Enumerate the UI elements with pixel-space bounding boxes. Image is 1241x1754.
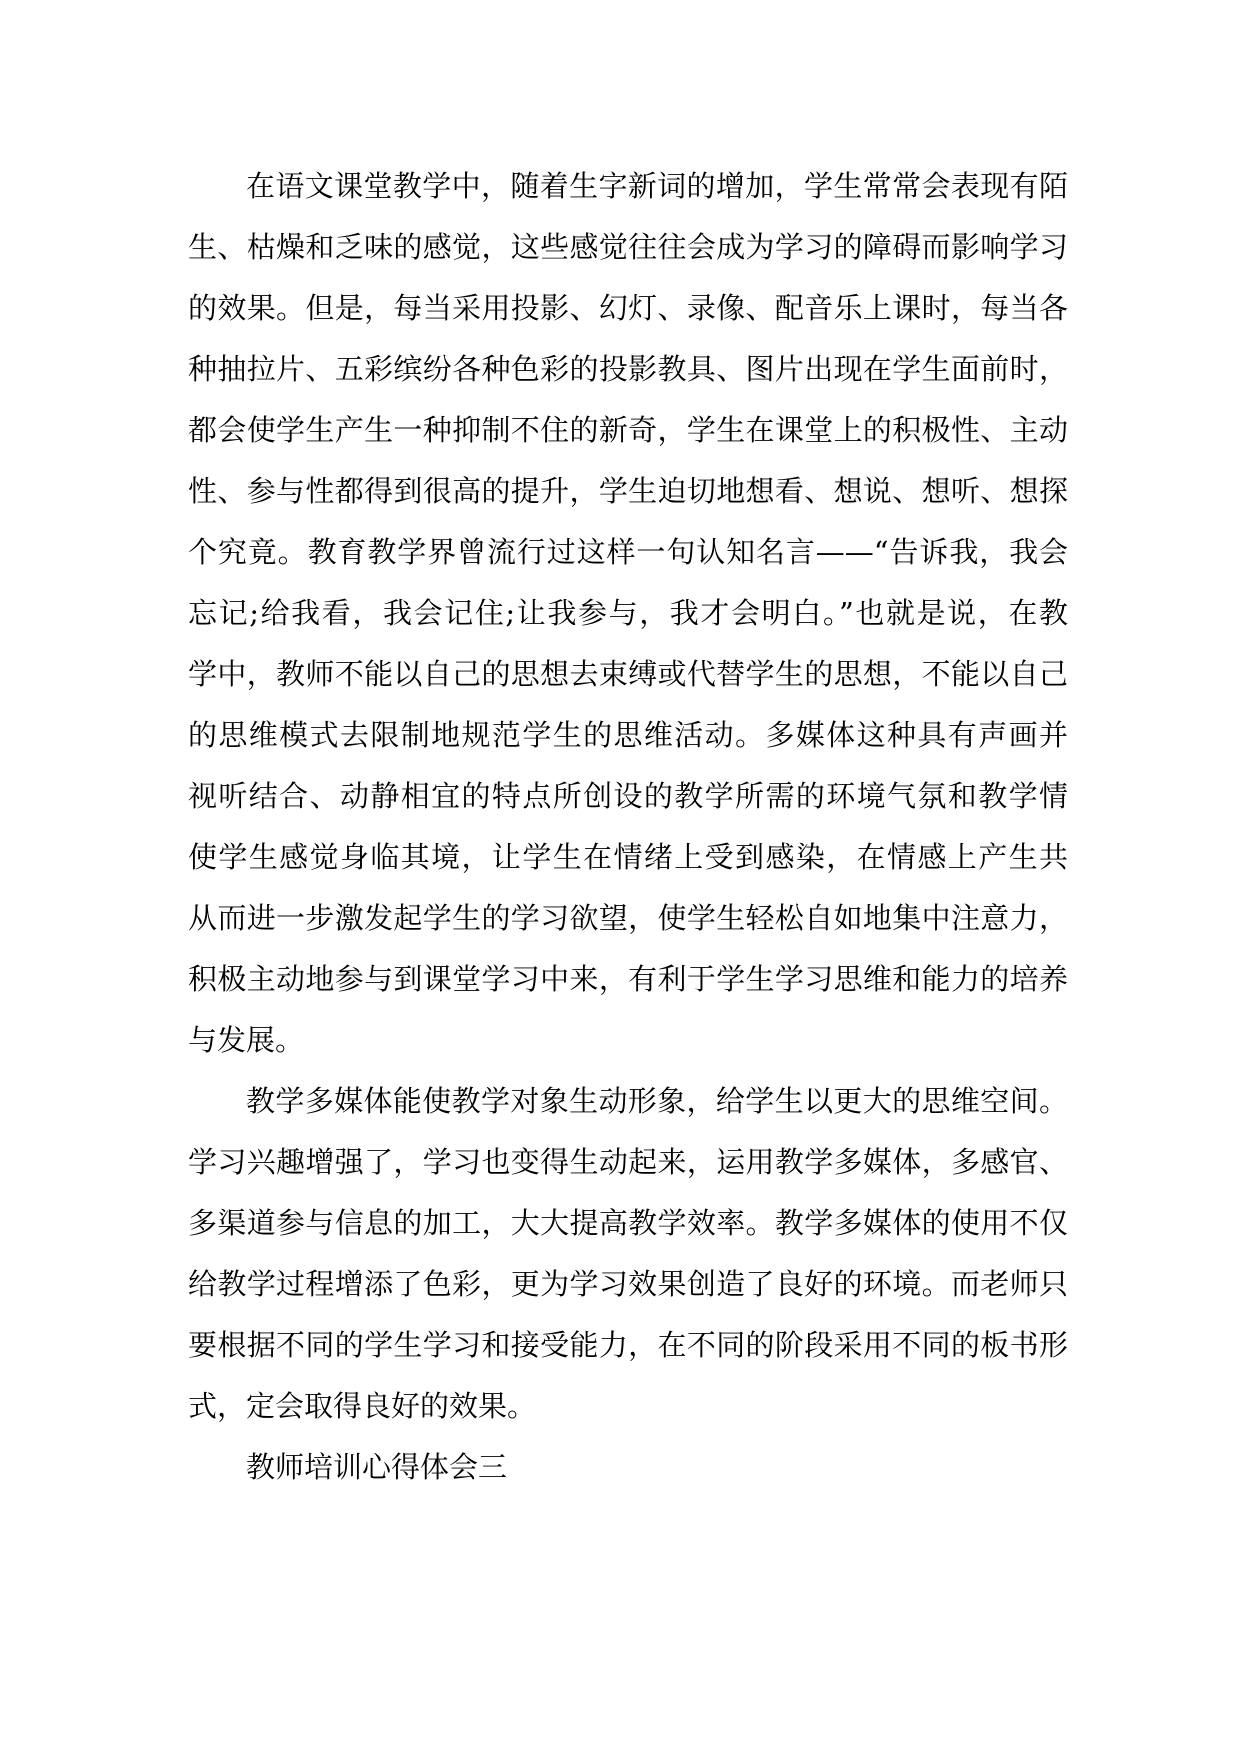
text-line: 的思维模式去限制地规范学生的思维活动。多媒体这种具有声画并 (188, 718, 1068, 752)
text-line: 学中，教师不能以自己的思想去束缚或代替学生的思想，不能以自己 (188, 657, 1068, 691)
text-line: 种抽拉片、五彩缤纷各种色彩的投影教具、图片出现在学生面前时， (188, 352, 1068, 386)
text-line: 忘记;给我看，我会记住;让我参与，我才会明白。”也就是说，在教 (188, 596, 1068, 630)
text-line: 在语文课堂教学中，随着生字新词的增加，学生常常会表现有陌 (246, 169, 1068, 203)
text-line: 与发展。 (188, 1023, 305, 1057)
paragraph-1 (188, 156, 1068, 1071)
text-line: 性、参与性都得到很高的提升，学生迫切地想看、想说、想听、想探 (188, 474, 1068, 508)
text-line: 教学多媒体能使教学对象生动形象，给学生以更大的思维空间。 (246, 1084, 1068, 1118)
paragraph-3 (188, 1437, 1068, 1498)
text-line: 个究竟。教育教学界曾流行过这样一句认知名言——“告诉我，我会 (188, 535, 1068, 569)
section-heading: 教师培训心得体会三 (246, 1450, 508, 1484)
text-line: 从而进一步激发起学生的学习欲望，使学生轻松自如地集中注意力， (188, 901, 1068, 935)
text-line: 视听结合、动静相宜的特点所创设的教学所需的环境气氛和教学情 (188, 779, 1068, 813)
text-line: 积极主动地参与到课堂学习中来，有利于学生学习思维和能力的培养 (188, 962, 1068, 996)
text-line: 生、枯燥和乏味的感觉，这些感觉往往会成为学习的障碍而影响学习 (188, 230, 1068, 264)
document-body (188, 156, 1068, 1498)
text-line: 式，定会取得良好的效果。 (188, 1389, 537, 1423)
text-line: 要根据不同的学生学习和接受能力，在不同的阶段采用不同的板书形 (188, 1328, 1068, 1362)
text-line: 学习兴趣增强了，学习也变得生动起来，运用教学多媒体，多感官、 (188, 1145, 1068, 1179)
text-line: 都会使学生产生一种抑制不住的新奇，学生在课堂上的积极性、主动 (188, 413, 1068, 447)
text-line: 给教学过程增添了色彩，更为学习效果创造了良好的环境。而老师只 (188, 1267, 1068, 1301)
text-line: 的效果。但是，每当采用投影、幻灯、录像、配音乐上课时，每当各 (188, 291, 1068, 325)
text-line: 多渠道参与信息的加工，大大提高教学效率。教学多媒体的使用不仅 (188, 1206, 1068, 1240)
paragraph-2 (188, 1071, 1068, 1437)
text-line: 使学生感觉身临其境，让学生在情绪上受到感染，在情感上产生共 (188, 840, 1068, 874)
